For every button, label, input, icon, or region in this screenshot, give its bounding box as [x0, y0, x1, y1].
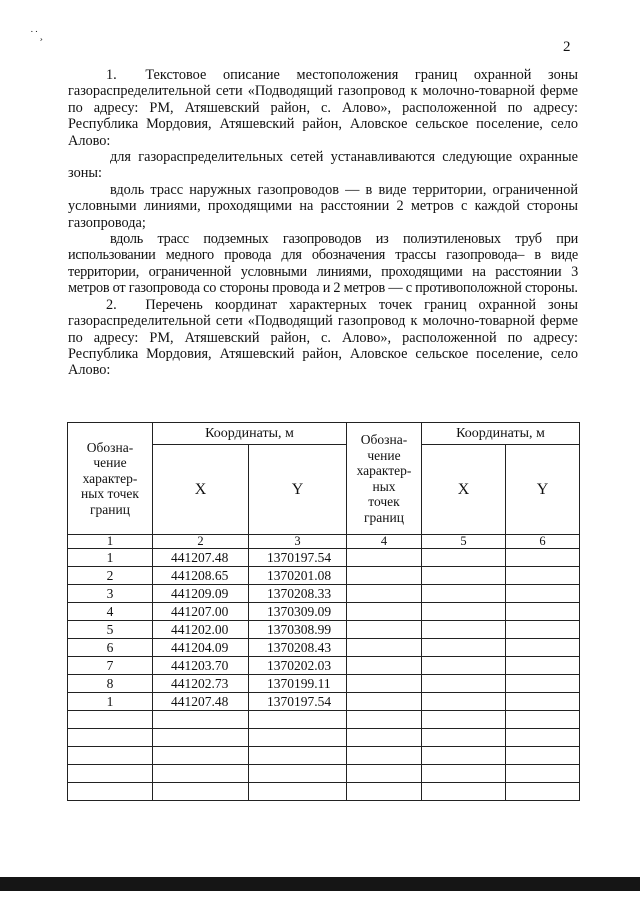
empty-cell — [249, 783, 347, 801]
empty-cell — [506, 729, 580, 747]
coordinate-x: 441204.09 — [153, 639, 249, 657]
coordinate-x: 441207.00 — [153, 603, 249, 621]
coordinate-y: 1370197.54 — [249, 549, 347, 567]
empty-cell — [68, 765, 153, 783]
empty-cell — [68, 747, 153, 765]
empty-cell — [153, 783, 249, 801]
empty-cell — [422, 711, 506, 729]
paragraph-2-coordinates-heading: 2. Перечень координат характерных точек границ охранной зоны газораспределительной сети «Подводящий газопровод к молочно-товарной ферме по адресу: РМ, Атяшевский район, с. Алово», расположенной по адресу: Республика Мордовия, Атяшевский район, Аловское сельское поселение, село Алово: — [68, 296, 578, 379]
coordinate-x: 441202.73 — [153, 675, 249, 693]
empty-cell — [347, 567, 422, 585]
table-row — [68, 675, 580, 693]
empty-cell — [422, 639, 506, 657]
paragraph-outdoor-pipelines: вдоль трасс наружных газопроводов — в виде территории, ограниченной условными линиями, проходящими на расстоянии 2 метров с каждой стороны газопровода; — [68, 181, 578, 231]
empty-cell — [506, 747, 580, 765]
point-number: 7 — [68, 657, 153, 675]
table-row — [68, 639, 580, 657]
point-number: 5 — [68, 621, 153, 639]
empty-cell — [153, 711, 249, 729]
empty-cell — [249, 729, 347, 747]
empty-cell — [422, 567, 506, 585]
coordinate-y: 1370309.09 — [249, 603, 347, 621]
empty-cell — [422, 585, 506, 603]
coordinate-x: 441208.65 — [153, 567, 249, 585]
empty-cell — [506, 585, 580, 603]
empty-cell — [422, 747, 506, 765]
coordinate-y: 1370202.03 — [249, 657, 347, 675]
paragraph-1-description-heading: 1. Текстовое описание местоположения границ охранной зоны газораспределительной сети «Подводящий газопровод к молочно-товарной ферме по адресу: РМ, Атяшевский район, с. Алово», расположенной по адресу: Республика Мордовия, Атяшевский район, Аловское сельское поселение, село Алово: — [68, 67, 578, 149]
paragraph-protection-zones-intro: для газораспределительных сетей устанавливаются следующие охранные зоны: — [68, 149, 578, 182]
empty-cell — [68, 711, 153, 729]
empty-cell — [506, 567, 580, 585]
empty-cell — [249, 711, 347, 729]
table-row — [68, 549, 580, 567]
empty-cell — [347, 765, 422, 783]
point-number: 1 — [68, 549, 153, 567]
empty-rows — [68, 711, 580, 801]
coordinate-y: 1370308.99 — [249, 621, 347, 639]
empty-cell — [347, 603, 422, 621]
coordinate-y: 1370197.54 — [249, 693, 347, 711]
coordinate-x: 441202.00 — [153, 621, 249, 639]
empty-cell — [347, 585, 422, 603]
empty-table-row — [68, 783, 580, 801]
empty-cell — [153, 747, 249, 765]
body-text — [68, 67, 578, 379]
header-coordinates-left: Координаты, м — [153, 423, 347, 445]
point-number: 3 — [68, 585, 153, 603]
table-row — [68, 585, 580, 603]
table-row — [68, 567, 580, 585]
empty-cell — [506, 657, 580, 675]
empty-cell — [506, 675, 580, 693]
point-number: 2 — [68, 567, 153, 585]
empty-cell — [347, 783, 422, 801]
coordinates-table — [67, 422, 580, 801]
coordinate-x: 441207.48 — [153, 549, 249, 567]
coordinate-y: 1370208.33 — [249, 585, 347, 603]
coordinate-x: 441207.48 — [153, 693, 249, 711]
point-number: 8 — [68, 675, 153, 693]
empty-cell — [68, 729, 153, 747]
empty-table-row — [68, 711, 580, 729]
empty-table-row — [68, 765, 580, 783]
paragraph-underground-pipelines: вдоль трасс подземных газопроводов из полиэтиленовых труб при использовании медного провода для обозначения трассы газопровода– в виде территории, ограниченной условными линиями, проходящими на расстоянии 3 метров от газопровода со стороны провода и 2 метров — с противоположной стороны. — [68, 231, 578, 297]
header-x-right: X — [422, 445, 506, 535]
empty-cell — [506, 711, 580, 729]
empty-cell — [506, 621, 580, 639]
column-number: 1 — [68, 535, 153, 549]
empty-cell — [347, 747, 422, 765]
empty-cell — [153, 729, 249, 747]
empty-cell — [422, 783, 506, 801]
header-coordinates-right: Координаты, м — [422, 423, 580, 445]
empty-cell — [422, 693, 506, 711]
empty-cell — [249, 747, 347, 765]
table-row — [68, 693, 580, 711]
header-point-designation: Обозна- чение характер- ных точек границ — [68, 423, 153, 535]
empty-cell — [249, 765, 347, 783]
empty-cell — [347, 693, 422, 711]
table-row — [68, 657, 580, 675]
column-number: 2 — [153, 535, 249, 549]
scan-bottom-border — [0, 877, 640, 891]
header-y-right: Y — [506, 445, 580, 535]
coordinate-x: 441203.70 — [153, 657, 249, 675]
header-x-left: X — [153, 445, 249, 535]
empty-table-row — [68, 747, 580, 765]
empty-cell — [422, 621, 506, 639]
coordinates-rows — [68, 549, 580, 711]
header-point-designation-right: Обозна- чение характер- ных точек границ — [347, 423, 422, 535]
empty-cell — [68, 783, 153, 801]
coordinate-y: 1370201.08 — [249, 567, 347, 585]
point-number: 6 — [68, 639, 153, 657]
scan-mark: ˙˙¸ — [30, 29, 44, 41]
point-number: 4 — [68, 603, 153, 621]
empty-table-row — [68, 729, 580, 747]
point-number: 1 — [68, 693, 153, 711]
empty-cell — [506, 549, 580, 567]
table-row — [68, 621, 580, 639]
empty-cell — [422, 729, 506, 747]
page-number: 2 — [563, 39, 571, 55]
empty-cell — [153, 765, 249, 783]
empty-cell — [422, 603, 506, 621]
empty-cell — [506, 783, 580, 801]
column-number: 6 — [506, 535, 580, 549]
column-number: 4 — [347, 535, 422, 549]
header-y-left: Y — [249, 445, 347, 535]
empty-cell — [506, 693, 580, 711]
column-numbers-row — [68, 535, 580, 549]
empty-cell — [347, 711, 422, 729]
column-number: 5 — [422, 535, 506, 549]
empty-cell — [347, 639, 422, 657]
coordinate-x: 441209.09 — [153, 585, 249, 603]
column-number: 3 — [249, 535, 347, 549]
coordinate-y: 1370199.11 — [249, 675, 347, 693]
empty-cell — [347, 657, 422, 675]
empty-cell — [506, 765, 580, 783]
empty-cell — [422, 657, 506, 675]
empty-cell — [422, 765, 506, 783]
empty-cell — [347, 549, 422, 567]
coordinate-y: 1370208.43 — [249, 639, 347, 657]
empty-cell — [506, 639, 580, 657]
empty-cell — [422, 675, 506, 693]
empty-cell — [506, 603, 580, 621]
empty-cell — [347, 729, 422, 747]
empty-cell — [347, 675, 422, 693]
table-row — [68, 603, 580, 621]
empty-cell — [347, 621, 422, 639]
empty-cell — [422, 549, 506, 567]
